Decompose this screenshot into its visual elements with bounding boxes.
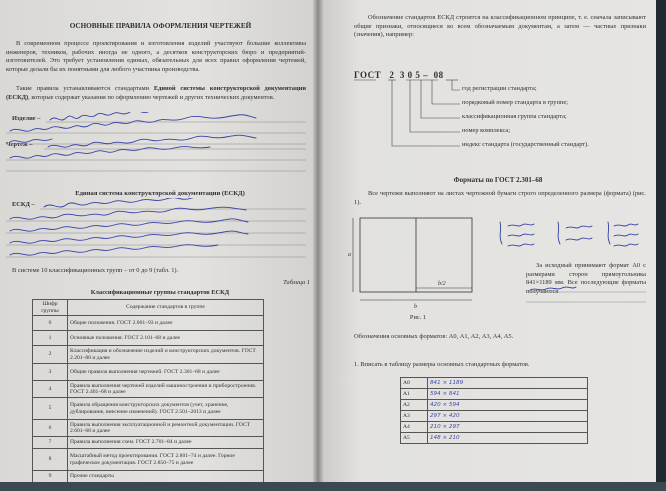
term-eskd: ЕСКД – — [12, 201, 35, 208]
cell-code: 3 — [33, 364, 68, 381]
legend-index: индекс стандарта (государственный стандарт). — [462, 141, 589, 148]
task-instruction: 1. Вписать в таблицу размеры основных стандартных форматов. — [354, 361, 530, 368]
cell-content: Правила выполнения схем. ГОСТ 2.701–84 и далее — [68, 437, 264, 449]
format-size[interactable]: 297 × 420 — [428, 411, 588, 422]
standards-text-c: , которые содержат указания по оформлению чертежей и других технических документов. — [28, 93, 275, 101]
table-row — [401, 378, 588, 389]
right-page — [318, 0, 656, 491]
cell-content: Масштабный метод проектирования. ГОСТ 2.801–74 и далее. Горное графическое документация. ГОСТ 2.850–75 и далее — [68, 449, 264, 471]
code-leader-lines — [348, 78, 468, 168]
a0-note: За исходный принимают формат А0 с размерами сторон прямоугольника 841×1189 мм. Все последующие форматы получаются — [526, 262, 646, 295]
format-size[interactable]: 841 × 1189 — [428, 378, 588, 389]
table-title: Классификационные группы стандартов ЕСКД — [90, 289, 230, 296]
format-name: А3 — [401, 411, 428, 422]
format-name: А2 — [401, 400, 428, 411]
cell-content: Правила обращения конструкторских документов (учет, хранение, дублирование, внесение изменений). ГОСТ 2.501–2013 и далее — [68, 398, 264, 420]
dim-a-label: a — [348, 252, 351, 258]
format-size[interactable]: 148 × 210 — [428, 433, 588, 444]
table-row — [33, 449, 264, 471]
code-index: ГОСТ — [354, 70, 382, 80]
cell-content: Основные положения. ГОСТ 2.101–68 и далее — [68, 331, 264, 346]
table-row — [33, 420, 264, 437]
cell-content: Правила выполнения эксплуатационной и ремонтной документации. ГОСТ 2.601–68 и далее — [68, 420, 264, 437]
eskd-bold-term: Единой системы конструкторской документации (ЕСКД) — [6, 85, 307, 101]
dim-half-b-label: b/2 — [438, 281, 446, 287]
cell-code: 6 — [33, 420, 68, 437]
format-name: А0 — [401, 378, 428, 389]
code-year: 08 — [433, 70, 444, 80]
cell-code: 5 — [33, 398, 68, 420]
background-bottom — [0, 482, 666, 491]
table-row — [401, 422, 588, 433]
designation-intro: Обозначение стандартов ЕСКД строится на классификационном принципе, т. е. сначала записывают общие признаки, относящиеся ко всем обозначаемым документам, а затем — частные признаки (значения), например: — [354, 14, 646, 39]
eskd-groups-table — [32, 299, 264, 483]
format-name: А1 — [401, 389, 428, 400]
formats-paragraph: Все чертежи выполняют на листах чертежной бумаги строго определенного размера (формата) (рис. 1). — [354, 190, 646, 206]
page-title: ОСНОВНЫЕ ПРАВИЛА ОФОРМЛЕНИЯ ЧЕРТЕЖЕЙ — [69, 22, 252, 30]
format-figure — [348, 212, 488, 312]
formats-list: Обозначения основных форматов: А0, А1, А2, А3, А4, А5. — [354, 333, 514, 340]
book-spine — [313, 0, 323, 491]
table-row — [33, 471, 264, 483]
table-header-row — [33, 300, 264, 316]
cell-content: Правила выполнения чертежей изделий машиностроения и приборостроения. ГОСТ 2.401–68 и далее — [68, 381, 264, 398]
cell-content: Общие правила выполнения чертежей. ГОСТ 2.301–68 и далее — [68, 364, 264, 381]
table-row — [401, 389, 588, 400]
format-size[interactable]: 420 × 594 — [428, 400, 588, 411]
table-row — [33, 437, 264, 449]
standards-text-a: Такие правила устанавливаются стандартами — [16, 85, 154, 92]
ruled-lines — [6, 122, 306, 171]
section-title: Единая система конструкторской документации (ЕСКД) — [75, 190, 245, 197]
cell-code: 9 — [33, 471, 68, 483]
code-group: 3 — [399, 70, 405, 80]
formats-table — [400, 377, 588, 444]
table-row — [401, 400, 588, 411]
table-row — [33, 381, 264, 398]
cell-code: 0 — [33, 316, 68, 331]
standards-paragraph — [6, 85, 306, 102]
code-dash: – — [423, 70, 429, 80]
legend-group: классификационная группа стандарта; — [462, 113, 567, 120]
cell-code: 7 — [33, 437, 68, 449]
code-legend — [462, 85, 652, 155]
table-row — [401, 411, 588, 422]
term-chertezh: Чертеж – — [6, 141, 33, 148]
note-continuation-lines — [526, 286, 646, 306]
handwriting-definitions — [0, 112, 318, 192]
left-page — [0, 0, 318, 491]
format-size[interactable]: 210 × 297 — [428, 422, 588, 433]
figure-caption: Рис. 1 — [409, 314, 427, 321]
cell-code: 1 — [33, 331, 68, 346]
intro-paragraph: В современном процессе проектирования и изготовления изделий участвуют большие коллективы инженеров, техников, рабочих иногда не одного, а десятков конструкторских бюро и предприятий-изготовителей. Это требует установления единых, обязательных для всех правил оформления чертежей, которые делали бы их понятными для любого участника производства. — [6, 40, 306, 73]
table-row — [33, 364, 264, 381]
term-izdelie: Изделие – — [12, 115, 41, 122]
format-name: А5 — [401, 433, 428, 444]
cell-code: 4 — [33, 381, 68, 398]
cell-code: 8 — [33, 449, 68, 471]
formats-title: Форматы по ГОСТ 2.301–68 — [453, 176, 543, 184]
cell-content: Прочие стандарты — [68, 471, 264, 483]
table-number: Таблица 1 — [283, 279, 310, 286]
format-name: А4 — [401, 422, 428, 433]
cell-code: 2 — [33, 346, 68, 364]
background-edge — [656, 0, 666, 491]
cell-content: Классификация и обозначение изделий и конструкторских документов. ГОСТ 2.201–80 и далее — [68, 346, 264, 364]
table-row — [33, 316, 264, 331]
header-content: Содержание стандартов в группе — [68, 300, 264, 316]
handwriting-eskd-definition — [0, 198, 318, 264]
table-row — [401, 433, 588, 444]
legend-complex: номер комплекса; — [462, 127, 510, 134]
format-size[interactable]: 594 × 841 — [428, 389, 588, 400]
cell-content: Общие положения. ГОСТ 2.001–93 и далее — [68, 316, 264, 331]
header-code: Шифр группы — [33, 300, 68, 316]
code-number-a: 0 — [407, 70, 413, 80]
legend-year: год регистрации стандарта; — [462, 85, 537, 92]
table-row — [33, 331, 264, 346]
groups-note: В системе 10 классификационных групп – от 0 до 9 (табл. 1). — [12, 267, 179, 274]
code-complex: 2 — [389, 70, 395, 80]
code-number-b: 5 — [415, 70, 421, 80]
table-row — [33, 398, 264, 420]
table-row — [33, 346, 264, 364]
dim-b-label: b — [414, 304, 417, 310]
handwriting-formulas — [496, 216, 646, 260]
legend-number: порядковый номер стандарта в группе; — [462, 99, 568, 106]
